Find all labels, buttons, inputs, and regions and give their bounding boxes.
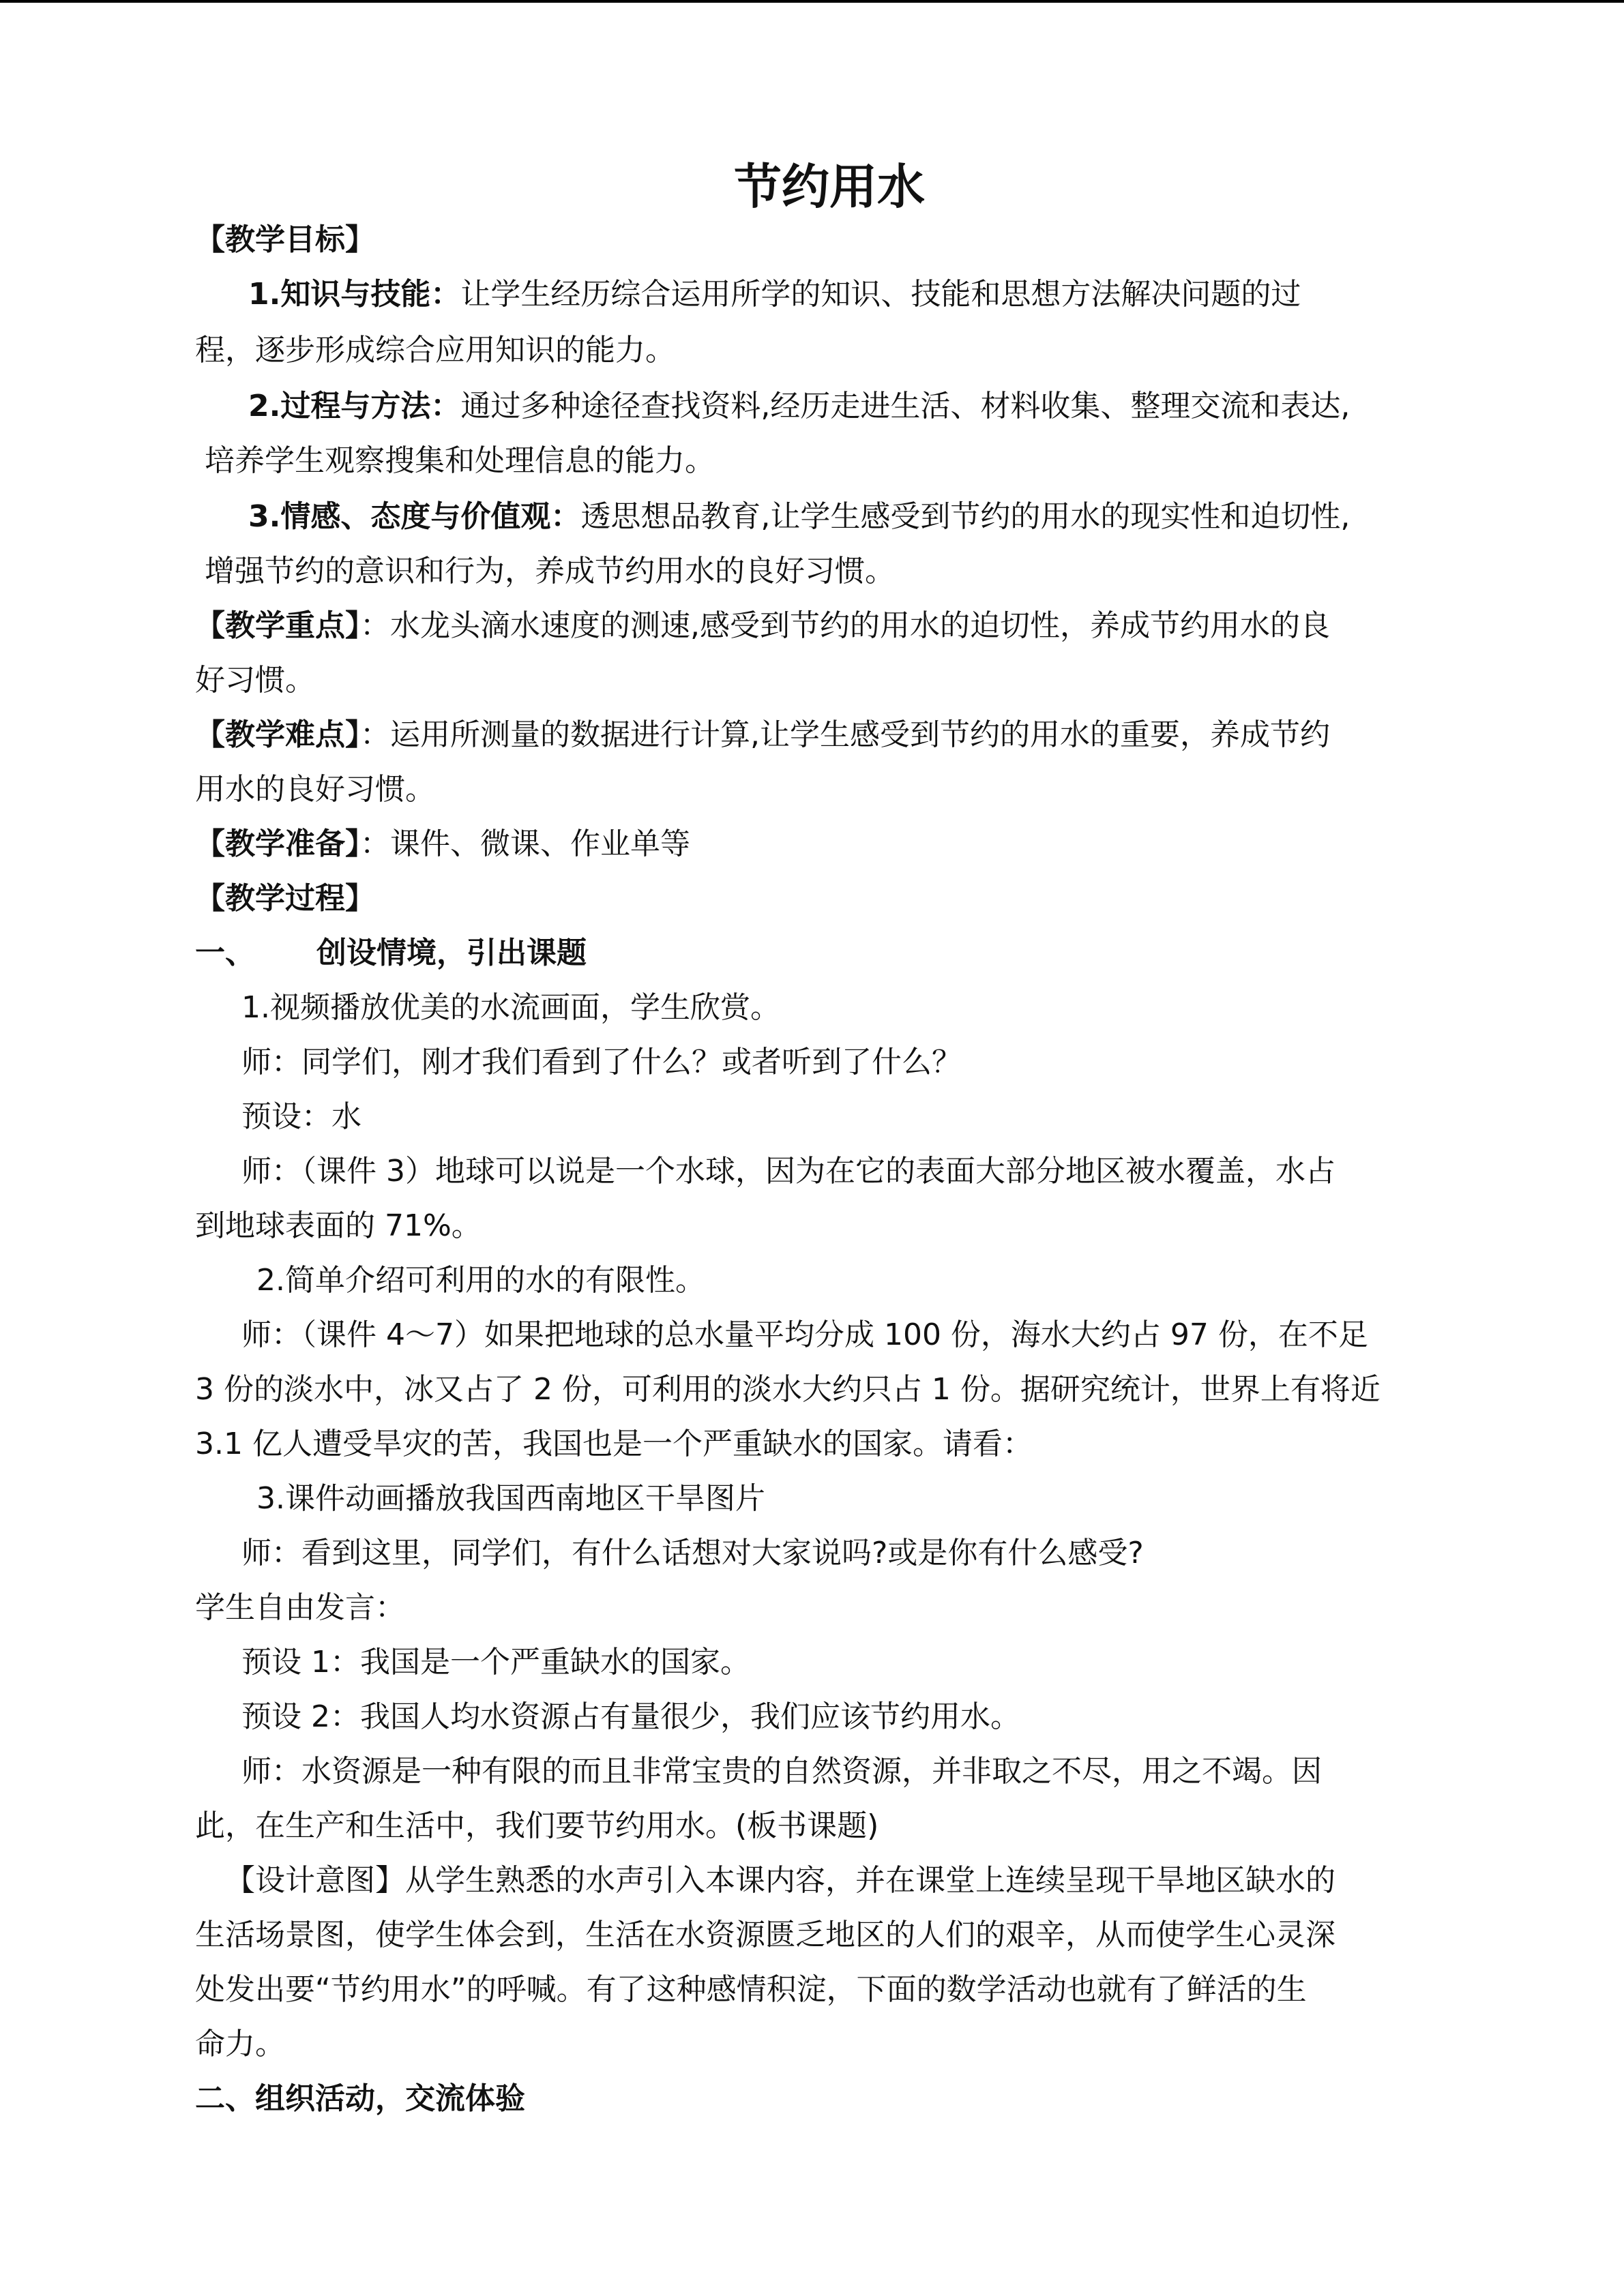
difficulties-line1: [195, 715, 1330, 756]
objective-emotion-line1: [248, 496, 1350, 537]
section1-line: 到地球表面的 71%。: [195, 1208, 482, 1243]
key-points-text: ：水龙头滴水速度的测速,感受到节约的用水的迫切性，养成节约用水的良: [360, 608, 1330, 643]
key-points-line1: [195, 606, 1330, 646]
objective-process-line1: [248, 386, 1350, 427]
section1-line: 预设 2：我国人均水资源占有量很少，我们应该节约用水。: [241, 1699, 1020, 1734]
section1-line: 3.课件动画播放我国西南地区干旱图片: [256, 1481, 765, 1516]
objective-emotion-line2: 增强节约的意识和行为，养成节约用水的良好习惯。: [205, 554, 895, 588]
objective-emotion-label: 3.情感、态度与价值观：: [248, 499, 581, 534]
objective-process-text: 通过多种途径查找资料,经历走进生活、材料收集、整理交流和表达,: [460, 389, 1350, 423]
objective-process-line2: 培养学生观察搜集和处理信息的能力。: [205, 443, 715, 478]
section1-line: 此，在生产和生活中，我们要节约用水。(板书课题): [195, 1808, 879, 1843]
section1-line: 学生自由发言：: [195, 1590, 405, 1625]
objective-knowledge-label: 1.知识与技能：: [248, 277, 461, 312]
section1-line: 师：水资源是一种有限的而且非常宝贵的自然资源，并非取之不尽，用之不竭。因: [241, 1754, 1322, 1789]
section1-line: 师：看到这里，同学们，有什么话想对大家说吗?或是你有什么感受?: [241, 1536, 1144, 1570]
section1-line: 师：（课件 4～7）如果把地球的总水量平均分成 100 份，海水大约占 97 份，在不足: [241, 1317, 1368, 1352]
section1-line: 2.简单介绍可利用的水的有限性。: [256, 1263, 705, 1298]
section1-line: 师：（课件 3）地球可以说是一个水球，因为在它的表面大部分地区被水覆盖，水占: [241, 1154, 1335, 1189]
design-intent-line: 命力。: [195, 2027, 285, 2061]
key-points-line2: 好习惯。: [195, 663, 315, 698]
top-border-line: [0, 0, 1624, 3]
objective-process-label: 2.过程与方法：: [248, 389, 461, 423]
page-title: 节约用水: [734, 159, 925, 215]
difficulties-label: 【教学难点】: [195, 717, 360, 752]
section1-line: 预设：水: [241, 1099, 361, 1134]
objective-knowledge-line2: 程，逐步形成综合应用知识的能力。: [195, 333, 675, 368]
section1-line: 预设 1：我国是一个严重缺水的国家。: [241, 1645, 750, 1680]
preparation-line: [195, 824, 690, 865]
section2-heading: 二、组织活动，交流体验: [195, 2081, 525, 2116]
key-points-label: 【教学重点】: [195, 608, 360, 643]
section1-line: 1.视频播放优美的水流画面，学生欣赏。: [241, 990, 780, 1025]
objectives-heading: 【教学目标】: [195, 222, 375, 257]
section1-line: 师：同学们，刚才我们看到了什么？或者听到了什么？: [241, 1045, 962, 1079]
design-intent-line: 处发出要“节约用水”的呼喊。有了这种感情积淀，下面的数学活动也就有了鲜活的生: [195, 1972, 1307, 2007]
preparation-label: 【教学准备】: [195, 826, 360, 861]
objective-emotion-text: 透思想品教育,让学生感受到节约的用水的现实性和迫切性,: [580, 499, 1350, 534]
difficulties-line2: 用水的良好习惯。: [195, 772, 435, 807]
difficulties-text: ：运用所测量的数据进行计算,让学生感受到节约的用水的重要，养成节约: [360, 717, 1330, 752]
section1-number: 一、: [195, 936, 255, 970]
section1-heading: [195, 933, 587, 974]
design-intent-line: 【设计意图】从学生熟悉的水声引入本课内容，并在课堂上连续呈现干旱地区缺水的: [225, 1863, 1335, 1898]
process-heading: 【教学过程】: [195, 881, 375, 916]
section1-title: 创设情境，引出课题: [316, 936, 587, 970]
section1-line: 3.1 亿人遭受旱灾的苦，我国也是一个严重缺水的国家。请看：: [195, 1427, 1033, 1461]
preparation-text: ：课件、微课、作业单等: [360, 826, 690, 861]
design-intent-line: 生活场景图，使学生体会到，生活在水资源匮乏地区的人们的艰辛，从而使学生心灵深: [195, 1918, 1335, 1952]
objective-knowledge-text: 让学生经历综合运用所学的知识、技能和思想方法解决问题的过: [460, 277, 1301, 312]
section1-line: 3 份的淡水中，冰又占了 2 份，可利用的淡水大约只占 1 份。据研究统计，世界上有将近: [195, 1372, 1381, 1407]
objective-knowledge-line1: [248, 274, 1301, 315]
